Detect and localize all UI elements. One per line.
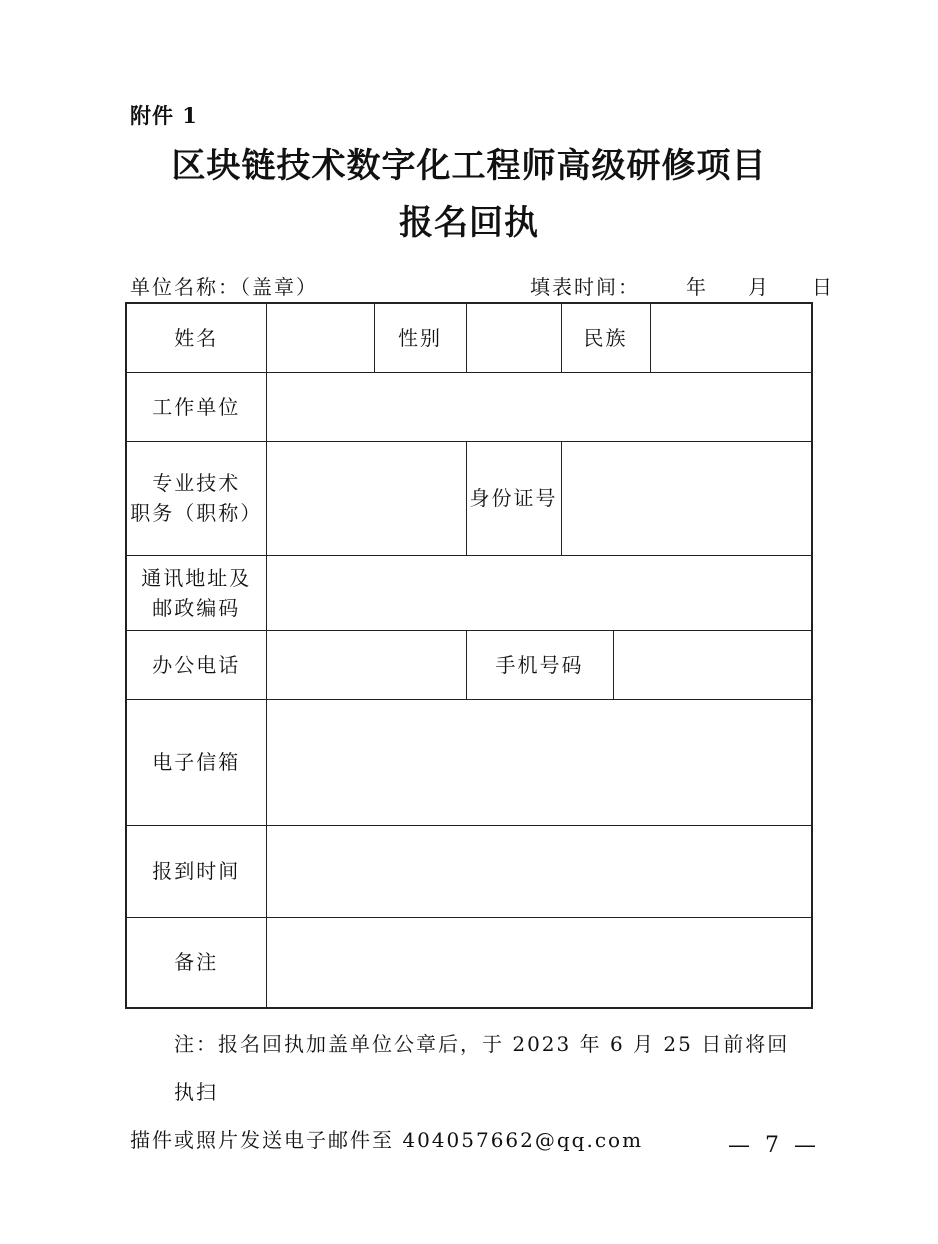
professional-title-line1: 专业技术 [152,471,241,495]
address-label [126,555,266,630]
table-row [126,441,812,555]
name-label: 姓名 [126,303,266,372]
id-number-label: 身份证号 [466,441,561,555]
id-number-field[interactable] [561,441,812,555]
office-phone-label: 办公电话 [126,630,266,699]
document-title: 区块链技术数字化工程师高级研修项目 [171,146,767,186]
document-subtitle: 报名回执 [399,203,539,243]
date-month-label: 月 [748,275,770,299]
table-row [126,303,812,372]
address-field[interactable] [266,555,812,630]
email-field[interactable] [266,699,812,825]
gender-field[interactable] [466,303,561,372]
arrival-time-field[interactable] [266,825,812,917]
name-field[interactable] [266,303,374,372]
fill-date-label: 填表时间： [530,275,640,299]
mobile-field[interactable] [613,630,812,699]
registration-form-table [125,302,813,1009]
workplace-label: 工作单位 [126,372,266,441]
professional-title-label [126,441,266,555]
note-line1: 注：报名回执加盖单位公章后，于 2023 年 6 月 25 日前将回执扫 [174,1032,790,1104]
address-label-line1: 通讯地址及 [141,565,252,590]
office-phone-field[interactable] [266,630,466,699]
address-label-line2: 邮政编码 [152,595,241,620]
remarks-label: 备注 [126,917,266,1008]
ethnicity-label: 民族 [561,303,650,372]
table-row [126,699,812,825]
gender-label: 性别 [374,303,466,372]
page-number: — 7 — [728,1133,820,1158]
fill-date [530,271,834,300]
attachment-label: 附件 1 [130,103,198,128]
professional-title-field[interactable] [266,441,466,555]
workplace-field[interactable] [266,372,812,441]
unit-name-label: 单位名称：（盖章） [130,275,318,299]
ethnicity-field[interactable] [650,303,812,372]
table-row [126,630,812,699]
email-label: 电子信箱 [126,699,266,825]
table-row [126,917,812,1008]
table-row [126,555,812,630]
date-year-label: 年 [686,275,708,299]
table-row [126,825,812,917]
note-line2: 描件或照片发送电子邮件至 404057662@qq.com [130,1128,644,1152]
note [130,1020,810,1164]
arrival-time-label: 报到时间 [126,825,266,917]
date-day-label: 日 [812,275,834,299]
table-row [126,372,812,441]
professional-title-line2: 职务（职称） [130,501,263,525]
mobile-label: 手机号码 [466,630,613,699]
remarks-field[interactable] [266,917,812,1008]
